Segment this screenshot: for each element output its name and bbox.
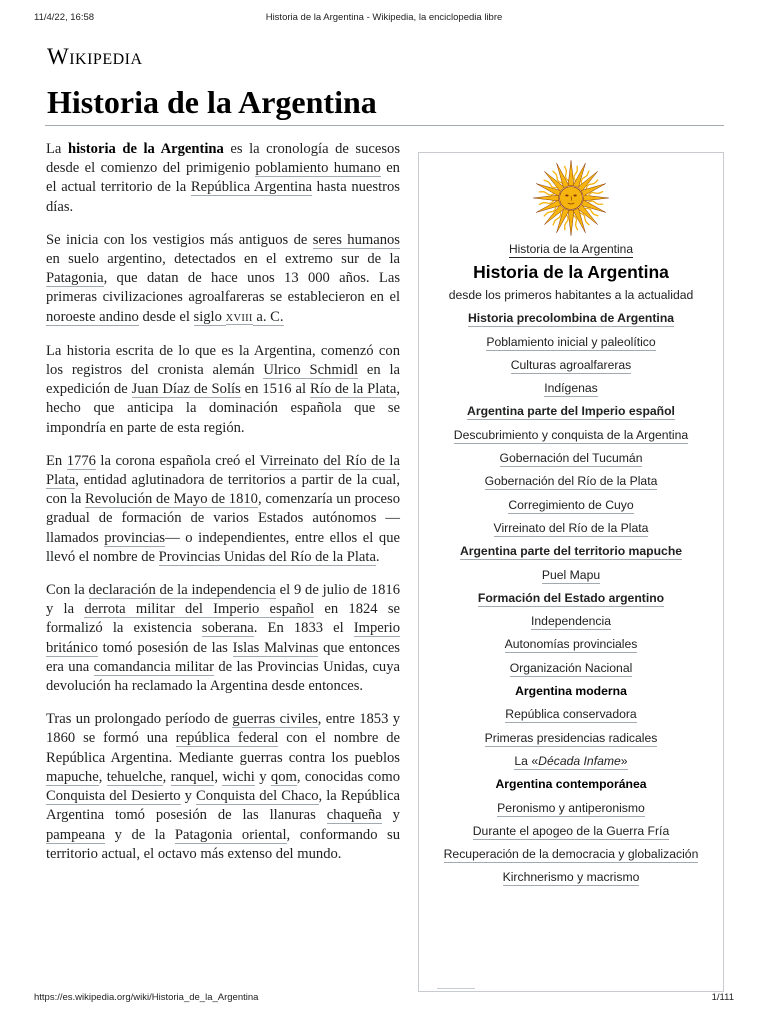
sun-ray	[568, 210, 574, 235]
wikipedia-wordmark[interactable]: Wikipedia	[47, 44, 143, 69]
article-link[interactable]: República Argentina	[190, 179, 313, 196]
infobox-section[interactable]	[419, 311, 723, 325]
text-run: y de la	[105, 826, 175, 843]
infobox-subtitle: desde los primeros habitantes a la actualidad	[448, 288, 694, 302]
article-link[interactable]: Ulrico Schmidl	[263, 362, 359, 379]
infobox-section-label[interactable]: Formación del Estado argentino	[477, 590, 665, 605]
infobox-item[interactable]	[419, 474, 723, 488]
infobox-section-label[interactable]: Historia precolombina de Argentina	[467, 311, 675, 326]
infobox-item-link[interactable]: Poblamiento inicial y paleolítico	[486, 334, 656, 349]
infobox-item-link[interactable]: Durante el apogeo de la Guerra Fría	[472, 823, 670, 838]
text-run: , entidad aglutinadora de territorios a partir de la cual, con la	[46, 472, 400, 508]
infobox-title: Historia de la Argentina	[473, 262, 669, 282]
infobox-section-label[interactable]: Argentina parte del Imperio español	[467, 404, 675, 419]
article-link[interactable]: XVIII	[225, 312, 253, 324]
article-link[interactable]: Patagonia oriental	[174, 826, 287, 843]
infobox-section[interactable]	[419, 591, 723, 605]
text-run: ,	[98, 768, 107, 785]
text-run: , comenzaría un proceso gradual de formación de varios Estados autónomos —llamados	[46, 491, 401, 546]
article-link[interactable]: soberana	[201, 620, 254, 637]
text-run: Se inicia con los vestigios más antiguos de	[46, 231, 313, 248]
text-run: y	[254, 768, 271, 785]
text-run: que entonces era una	[46, 639, 400, 675]
history-infobox	[418, 152, 724, 992]
article-link[interactable]: ranquel	[170, 768, 215, 785]
text-run: el 9 de julio de 1816 y la	[46, 582, 400, 618]
article-link[interactable]: poblamiento humano	[255, 160, 381, 177]
infobox-section	[419, 684, 723, 698]
article-link[interactable]: noroeste andino	[46, 308, 139, 325]
text-run: , hecho que anticipa la dominación española que se impondría en parte de esta región.	[46, 381, 400, 436]
text-run: de las Provincias Unidas, cuya devolución ha reclamado la Argentina desde entonces.	[46, 658, 400, 695]
infobox-item[interactable]	[419, 521, 723, 535]
article-link[interactable]: tehuelche	[106, 768, 163, 785]
infobox-section-label: Argentina moderna	[515, 684, 627, 699]
text-run: y	[381, 807, 400, 824]
sun-eye	[565, 195, 568, 197]
article-link[interactable]: Patagonia	[46, 270, 104, 287]
infobox-item[interactable]	[419, 637, 723, 651]
sun-ray	[568, 160, 574, 185]
infobox-item[interactable]	[419, 847, 723, 861]
article-link[interactable]: wichi	[222, 768, 255, 785]
infobox-item[interactable]	[419, 824, 723, 838]
article-link[interactable]: Conquista del Chaco	[196, 788, 319, 805]
sun-of-may-icon	[530, 157, 612, 239]
article-link[interactable]: mapuche	[46, 768, 99, 785]
article-link[interactable]: Provincias Unidas del Río de la Plata	[158, 548, 376, 565]
page-title: Historia de la Argentina	[47, 84, 377, 120]
article-link[interactable]: chaqueña	[326, 807, 382, 824]
infobox-item-link[interactable]: Independencia	[531, 614, 611, 629]
article-link[interactable]: Islas Malvinas	[232, 639, 319, 656]
infobox-item-link[interactable]: Culturas agroalfareras	[510, 357, 632, 372]
text-run: La	[46, 141, 68, 157]
infobox-item-link[interactable]: Recuperación de la democracia y globalización	[443, 847, 699, 862]
text-run: desde el	[138, 308, 194, 325]
sun-eye	[573, 195, 576, 197]
infobox-item[interactable]	[419, 498, 723, 512]
sun-ray	[533, 195, 558, 201]
text-run: es la cronología de sucesos desde el comienzo del primigenio	[46, 141, 401, 177]
text-run: tomó posesión de las	[97, 639, 233, 656]
infobox-item[interactable]	[419, 381, 723, 395]
infobox-item-link[interactable]: Puel Mapu	[541, 567, 601, 582]
text-run: con el nombre de República Argentina. Mediante guerras contra los pueblos	[46, 730, 400, 766]
text-run: en 1516 al	[240, 381, 310, 398]
infobox-section[interactable]	[419, 544, 723, 558]
infobox-list	[419, 311, 723, 884]
infobox-item[interactable]	[419, 870, 723, 884]
article-paragraph	[46, 581, 400, 696]
infobox-item[interactable]	[419, 428, 723, 442]
infobox-item-link[interactable]: Primeras presidencias radicales	[484, 730, 658, 745]
print-footer	[0, 992, 768, 1006]
text-run: Tras un prolongado período de	[46, 711, 233, 728]
article-link[interactable]: Conquista del Desierto	[46, 788, 181, 805]
infobox-item[interactable]	[419, 754, 723, 768]
text-run: La historia escrita de lo que es la Argentina, comenzó con los registros del cronista alemán	[46, 342, 400, 379]
footnote-divider	[437, 988, 475, 989]
infobox-item[interactable]	[419, 358, 723, 372]
print-page-title: Historia de la Argentina - Wikipedia, la enciclopedia libre	[265, 12, 503, 23]
infobox-item-link[interactable]: Autonomías provinciales	[504, 637, 638, 652]
infobox-item[interactable]	[419, 335, 723, 349]
infobox-item[interactable]	[419, 707, 723, 721]
article-paragraph	[46, 452, 400, 567]
text-run: , conocidas como	[296, 768, 400, 785]
infobox-item-link[interactable]: La «Década Infame»	[514, 753, 628, 768]
infobox-item-link[interactable]: Kirchnerismo y macrismo	[502, 870, 640, 885]
infobox-item-link[interactable]: Corregimiento de Cuyo	[508, 497, 634, 512]
infobox-item-link[interactable]: Descubrimiento y conquista de la Argentina	[453, 427, 689, 442]
text-run: Con la	[46, 582, 89, 599]
article-body	[46, 140, 400, 878]
article-paragraph	[46, 342, 400, 438]
text-run: en 1824 se formalizó la existencia	[46, 601, 400, 637]
infobox-section[interactable]	[419, 404, 723, 418]
infobox-section-label[interactable]: Argentina parte del territorio mapuche	[459, 544, 683, 559]
print-page-number: 1/111	[711, 992, 734, 1003]
article-link[interactable]: Virreinato del Río de la Plata	[46, 452, 400, 489]
article-paragraph	[46, 140, 400, 217]
infobox-item[interactable]	[419, 568, 723, 582]
article-link[interactable]: qom	[270, 768, 297, 785]
infobox-toplink[interactable]	[419, 242, 723, 256]
text-run: .	[375, 548, 380, 565]
infobox-item[interactable]	[419, 451, 723, 465]
infobox-item-link[interactable]: Gobernación del Tucumán	[499, 451, 643, 466]
text-run: en el actual territorio de la	[46, 160, 400, 196]
article-link[interactable]: Juan Díaz de Solís	[131, 381, 241, 398]
text-run: , conformando su territorio actual, el octavo más extenso del mundo.	[46, 826, 400, 862]
text-run: ,	[214, 768, 223, 785]
article-link[interactable]: 1776	[66, 452, 96, 469]
text-run: . En 1833 el	[253, 620, 354, 637]
article-link[interactable]: comandancia militar	[93, 658, 214, 675]
article-paragraph	[46, 710, 400, 864]
text-run: , que datan de hace unos 13 000 años. Las primeras civilizaciones agroalfareras se establecieron en el	[46, 270, 400, 306]
article-link[interactable]: pampeana	[46, 826, 106, 843]
print-header	[0, 12, 768, 26]
infobox-item-link[interactable]: Peronismo y antiperonismo	[497, 800, 645, 815]
sun-face	[560, 187, 583, 210]
bold-term: historia de la Argentina	[67, 141, 224, 157]
infobox-item-link[interactable]: Gobernación del Río de la Plata	[484, 474, 658, 489]
article-link[interactable]: siglo	[193, 308, 226, 325]
article-link[interactable]: a. C.	[252, 308, 284, 325]
text-run: hasta nuestros días.	[46, 179, 400, 215]
infobox-item[interactable]	[419, 614, 723, 628]
text-run: en la expedición de	[46, 362, 400, 398]
infobox-item[interactable]	[419, 731, 723, 745]
text-run: y	[180, 788, 197, 805]
title-divider	[45, 125, 724, 126]
article-link[interactable]: derrota militar del Imperio español	[84, 601, 315, 618]
infobox-item[interactable]	[419, 661, 723, 675]
article-link[interactable]: Río de la Plata	[309, 381, 397, 398]
text-run: — o independientes, entre ellos el que llevó el nombre de	[46, 529, 400, 565]
infobox-item-link[interactable]: Virreinato del Río de la Plata	[493, 520, 649, 535]
infobox-toplink-label[interactable]: Historia de la Argentina	[508, 242, 634, 256]
text-run: en suelo argentino, detectados en el extremo sur de la	[46, 251, 400, 268]
infobox-item-link[interactable]: Indígenas	[544, 381, 598, 396]
text-run: la corona española creó el	[95, 452, 260, 469]
print-url: https://es.wikipedia.org/wiki/Historia_de_la_Argentina	[34, 992, 259, 1003]
article-link[interactable]: declaración de la independencia	[88, 582, 276, 599]
article-link[interactable]: provincias	[104, 529, 166, 546]
print-datetime: 11/4/22, 16:58	[34, 12, 95, 23]
text-run: En	[46, 452, 67, 469]
text-run: , entre 1853 y 1860 se formó una	[46, 711, 400, 747]
article-link[interactable]: Revolución de Mayo de 1810	[85, 491, 258, 508]
infobox-item[interactable]	[419, 801, 723, 815]
article-link[interactable]: guerras civiles	[232, 711, 318, 728]
infobox-section	[419, 777, 723, 791]
infobox-item-link[interactable]: Organización Nacional	[509, 660, 633, 675]
text-run: , la República Argentina tomó posesión de las llanuras	[46, 788, 400, 824]
article-link[interactable]: república federal	[175, 730, 279, 747]
text-run: ,	[162, 768, 171, 785]
infobox-item-link[interactable]: República conservadora	[505, 707, 637, 722]
article-paragraph	[46, 231, 400, 328]
article-link[interactable]: Imperio británico	[46, 620, 400, 656]
article-link[interactable]: seres humanos	[312, 231, 400, 248]
infobox-section-label: Argentina contemporánea	[495, 777, 647, 792]
